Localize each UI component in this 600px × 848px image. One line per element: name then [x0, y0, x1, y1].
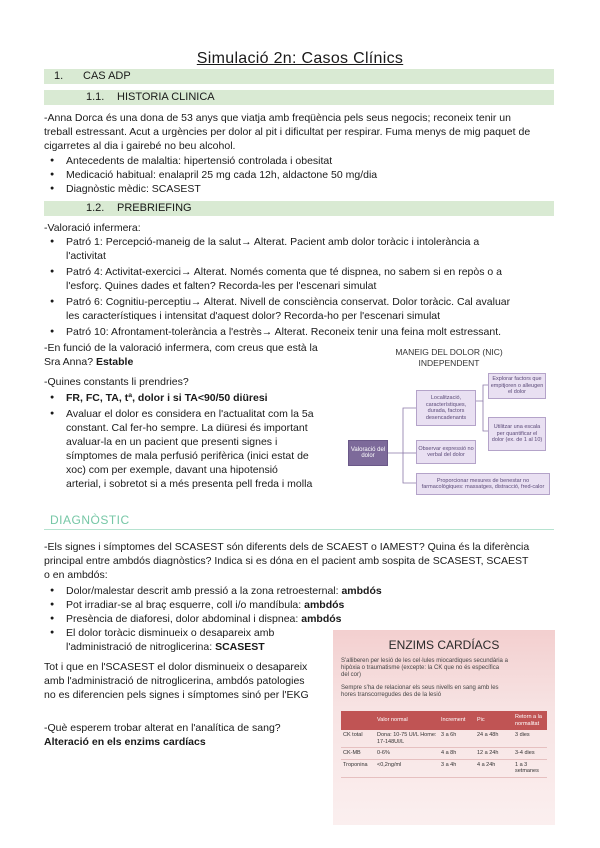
answer: SCASEST — [215, 641, 265, 653]
table-cell: CK total — [341, 730, 375, 748]
question-constants: -Quines constants li prendries? — [44, 376, 189, 388]
constants-list — [44, 391, 344, 491]
enzims-panel — [333, 630, 555, 825]
section-number: 1. — [54, 70, 64, 82]
enzims-text — [341, 685, 551, 699]
answer: Estable — [95, 356, 134, 368]
table-cell: 4 a 8h — [439, 748, 475, 760]
symptom-text: l'administració de nitroglicerina: — [66, 641, 216, 653]
list-item — [44, 598, 554, 612]
valoracio-heading: -Valoració infermera: — [44, 222, 141, 234]
list-item — [44, 325, 554, 339]
tot-paragraph — [44, 660, 334, 702]
question-line: principal entre ambdós diagnòstics? Indica si es dóna en el pacient amb sospita de SCASEST, SCAEST — [44, 555, 529, 567]
enzims-line: del cor) — [341, 672, 362, 678]
table-cell: 3 a 6h — [439, 730, 475, 748]
question-line — [44, 355, 344, 369]
section-label: CAS ADP — [83, 70, 131, 82]
text-line: símptomes de mala perfusió perifèrica (inici estat de — [66, 450, 309, 462]
section-band-cas-adp — [44, 69, 554, 84]
diagram-title-line: INDEPENDENT — [418, 358, 480, 368]
text-line: xoc) com per exemple, davant una hipotensió — [66, 464, 278, 476]
diagram-title-line: MANEIG DEL DOLOR (NIC) — [395, 347, 503, 357]
text-line: amb l'administració de nitroglicerina, ambdós patologies — [44, 675, 305, 687]
diagram-node-main: Valoració del dolor — [348, 440, 388, 466]
diagram-node: Localització, característiques, durada, factors desencadenants — [416, 390, 476, 426]
column-header: Pic — [475, 711, 513, 730]
list-item: ● Medicació habitual: enalapril 25 mg cada 12h, aldactone 50 mg/dia — [44, 168, 554, 182]
list-item — [44, 391, 344, 405]
answer: FR, FC, TA, tª, dolor i si TA<90/50 diüresi — [66, 392, 268, 404]
table-cell: Dona: 10-75 UI/L Home: 17-148UI/L — [375, 730, 439, 748]
patro-line: les característiques i intensitat d'aquest dolor? Recorda-ho per l'escenari simulat — [66, 310, 441, 322]
question-line: -Els signes i símptomes del SCASEST són diferents dels de SCAEST o IAMEST? Quina és la diferència — [44, 541, 530, 553]
list-item — [44, 265, 554, 293]
page-title: Simulació 2n: Casos Clínics — [196, 50, 404, 67]
connector — [388, 408, 416, 453]
list-item — [44, 407, 344, 491]
patro-line: ● Patró 4: Activitat-exercici→ Alterat. Només comenta que té dispnea, no sabem si en repòs o a — [66, 266, 502, 278]
patro-line: ● Patró 10: Afrontament-tolerància a l'estrès→ Alterat. Reconeix tenir una feina molt estressant. — [66, 326, 502, 338]
table-cell: 0-6% — [375, 748, 439, 760]
answer-analitica: Alteració en els enzims cardíacs — [44, 736, 206, 748]
table-cell: CK-MB — [341, 748, 375, 760]
list-item: ● Antecedents de malaltia: hipertensió controlada i obesitat — [44, 154, 554, 168]
intro-paragraph — [44, 111, 554, 153]
text-line: constant. Cal fer-ho sempre. La diüresi és important — [66, 422, 308, 434]
table-cell: 24 a 48h — [475, 730, 513, 748]
table-cell: 12 a 24h — [475, 748, 513, 760]
table-row — [341, 748, 547, 760]
enzims-line: hores transcorregudes des de la lesió — [341, 692, 442, 698]
symptom-text: Presència de diaforesi, dolor abdominal i dispnea: — [66, 613, 302, 625]
table-cell: 3 a 4h — [439, 759, 475, 777]
answer: ambdós — [304, 599, 345, 611]
symptom-text: ● El dolor toràcic disminueix o desapareix amb — [66, 627, 275, 639]
text-line: arterial, i sobretot si a més presenta pell freda i molla — [66, 478, 313, 490]
text-line: avaluar-la en un pacient que presenti signes i — [66, 436, 278, 448]
answer: ambdós — [301, 613, 342, 625]
patro-line: l'esforç. Quines dades et falten? Recorda-les per l'escenari simulat — [66, 280, 377, 292]
diagram-node: Explorar factors que empitjoren o alleugen el dolor — [488, 373, 546, 399]
table-cell: 3-4 dies — [513, 748, 547, 760]
column-header: Valor normal — [375, 711, 439, 730]
enzims-line: S'alliberen per lesió de les cel·lules miocardiques secundària a — [341, 658, 508, 664]
list-item — [44, 584, 554, 598]
question-analitica: -Què esperem trobar alterat en l'analítica de sang? — [44, 722, 281, 734]
patro-line: l'activitat — [66, 250, 106, 262]
diagnostic-heading: DIAGNÒSTIC — [50, 513, 130, 527]
text-line: no es diferencien pels signes i símptomes sinó per l'EKG — [44, 689, 309, 701]
enzims-text — [341, 658, 551, 679]
table-cell: 3 dies — [513, 730, 547, 748]
enzims-title: ENZIMS CARDÍACS — [388, 638, 500, 652]
section-band-historia — [44, 90, 554, 105]
section-label: HISTORIA CLINICA — [117, 91, 215, 103]
patrons-list — [44, 235, 554, 339]
pain-management-diagram — [343, 343, 555, 503]
table-row — [341, 759, 547, 777]
symptom-text: Dolor/malestar descrit amb pressió a la zona retroesternal: — [66, 585, 342, 597]
table-row — [341, 730, 547, 748]
intro-line: treball estressant. Acut a urgències per dolor al pit i dificultat per respirar. Fuma menys de mig paquet de — [44, 126, 531, 138]
enzims-line: Sempre s'ha de relacionar els seus nivells en sang amb les — [341, 685, 499, 691]
list-item — [44, 295, 554, 323]
column-header — [341, 711, 375, 730]
column-header: Increment — [439, 711, 475, 730]
text-line: ● Avaluar el dolor es considera en l'actualitat com la 5a — [66, 408, 314, 420]
diagram-node: Observar expressió no verbal del dolor — [416, 440, 476, 464]
table-header-row — [341, 711, 547, 730]
patro-line: ● Patró 1: Percepció-maneig de la salut→ Alterat. Pacient amb dolor toràcic i intolerància a — [66, 236, 480, 248]
table-cell: 4 a 24h — [475, 759, 513, 777]
diagram-node: Proporcionar mesures de benestar no farmacològiques: massatges, distracció, fred-calor — [416, 473, 550, 495]
column-header: Retorn a la normalitat — [513, 711, 547, 730]
section-label: PREBRIEFING — [117, 202, 192, 214]
question-text: Sra Anna? — [44, 356, 94, 368]
connector — [403, 453, 416, 483]
section-band-prebriefing — [44, 201, 554, 216]
enzims-table — [341, 711, 547, 778]
diagram-node: Utilitzar una escala per quantificar el dolor (ex. de 1 al 10) — [488, 417, 546, 451]
section-number: 1.1. — [86, 91, 105, 103]
list-item: ● Diagnòstic mèdic: SCASEST — [44, 182, 554, 196]
divider — [44, 529, 554, 530]
connector — [476, 385, 488, 401]
text-line: Tot i que en l'SCASEST el dolor disminueix o desapareix — [44, 661, 308, 673]
table-cell: 1 a 3 setmanes — [513, 759, 547, 777]
intro-line: cigarretes al dia i gairebé no beu alcohol. — [44, 140, 236, 152]
question-line: -En funció de la valoració infermera, com creus que està la — [44, 342, 318, 354]
answer: ambdós — [341, 585, 382, 597]
table-cell: Troponina — [341, 759, 375, 777]
enzims-line: hipòxia o traumatisme (excepte: la CK que no és específica — [341, 665, 500, 671]
symptom-text: Pot irradiar-se al braç esquerre, coll i/o mandíbula: — [66, 599, 305, 611]
patro-line: ● Patró 6: Cognitiu-perceptiu→ Alterat. Nivell de consciència conservat. Dolor toràcic. Cal avaluar — [66, 296, 511, 308]
list-item — [44, 612, 554, 626]
section-number: 1.2. — [86, 202, 105, 214]
table-cell: <0,2ng/ml — [375, 759, 439, 777]
question-estat — [44, 341, 344, 369]
diagnostic-question — [44, 540, 554, 582]
list-item — [44, 235, 554, 263]
history-list — [44, 154, 554, 196]
intro-line: -Anna Dorca és una dona de 53 anys que viatja amb freqüència pels seus negocis; reconeix tenir un — [44, 112, 511, 124]
question-line: o en ambdós: — [44, 569, 108, 581]
